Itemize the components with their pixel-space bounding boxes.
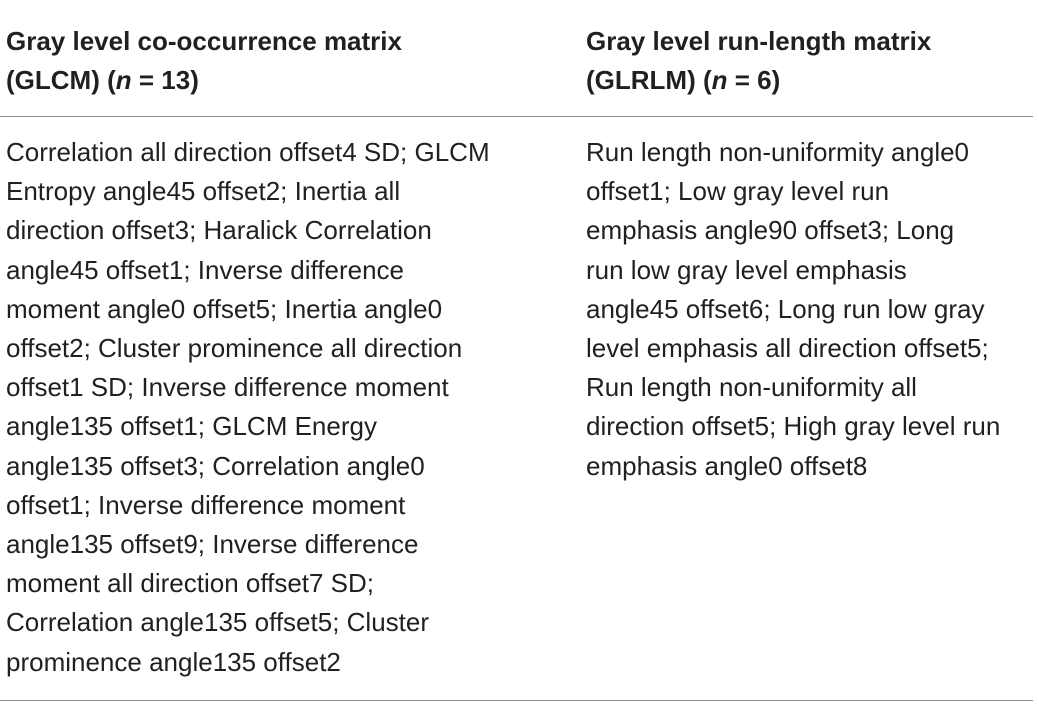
- glcm-header-line2: [6, 61, 566, 100]
- glrlm-feature-line: Run length non-uniformity angle0: [586, 137, 970, 167]
- header-divider: [0, 116, 1033, 117]
- glcm-feature-line: angle45 offset1; Inverse difference: [6, 254, 404, 285]
- glcm-header-line1: Gray level co-occurrence matrix: [6, 26, 402, 56]
- glcm-feature-line: prominence angle135 offset2: [6, 646, 341, 677]
- glcm-feature-line: offset1; Inverse difference moment: [6, 489, 406, 520]
- glcm-feature-line: angle135 offset3; Correlation angle0: [6, 450, 425, 481]
- glrlm-feature-line: emphasis angle90 offset3; Long: [586, 215, 955, 246]
- glcm-feature-line: moment all direction offset7 SD;: [6, 568, 375, 599]
- table-bottom-rule: [0, 700, 1033, 701]
- glrlm-feature-line: emphasis angle0 offset8: [586, 450, 868, 481]
- glrlm-feature-line: Run length non-uniformity all: [586, 372, 917, 403]
- glrlm-header-n: n: [711, 65, 728, 95]
- glrlm-header: [586, 22, 1033, 100]
- glrlm-header-prefix: (GLRLM) (: [586, 65, 712, 95]
- glcm-header-prefix: (GLCM) (: [6, 65, 116, 95]
- glrlm-features-cell: [586, 133, 1033, 486]
- glcm-feature-line: angle135 offset1; GLCM Energy: [6, 411, 377, 442]
- glrlm-header-count: = 6): [727, 65, 781, 95]
- glrlm-feature-line: run low gray level emphasis: [586, 254, 907, 285]
- glcm-feature-line: Correlation angle135 offset5; Cluster: [6, 607, 429, 638]
- glrlm-header-line2: [586, 61, 1033, 100]
- glrlm-feature-line: direction offset5; High gray level run: [586, 411, 1001, 442]
- glcm-feature-line: offset1 SD; Inverse difference moment: [6, 372, 449, 403]
- glcm-header: [6, 22, 566, 100]
- glcm-header-count: = 13): [131, 65, 199, 95]
- glcm-feature-line: angle135 offset9; Inverse difference: [6, 529, 419, 560]
- glcm-feature-line: Entropy angle45 offset2; Inertia all: [6, 176, 401, 207]
- glcm-feature-line: Correlation all direction offset4 SD; GLCM: [6, 137, 490, 167]
- glrlm-feature-line: level emphasis all direction offset5;: [586, 333, 989, 364]
- glrlm-feature-line: offset1; Low gray level run: [586, 176, 890, 207]
- glcm-feature-line: offset2; Cluster prominence all direction: [6, 333, 463, 364]
- glcm-header-n: n: [115, 65, 132, 95]
- glrlm-feature-line: angle45 offset6; Long run low gray: [586, 293, 985, 324]
- glcm-feature-line: moment angle0 offset5; Inertia angle0: [6, 293, 443, 324]
- glrlm-header-line1: Gray level run-length matrix: [586, 26, 932, 56]
- glcm-feature-line: direction offset3; Haralick Correlation: [6, 215, 432, 246]
- glcm-features-cell: [6, 133, 566, 682]
